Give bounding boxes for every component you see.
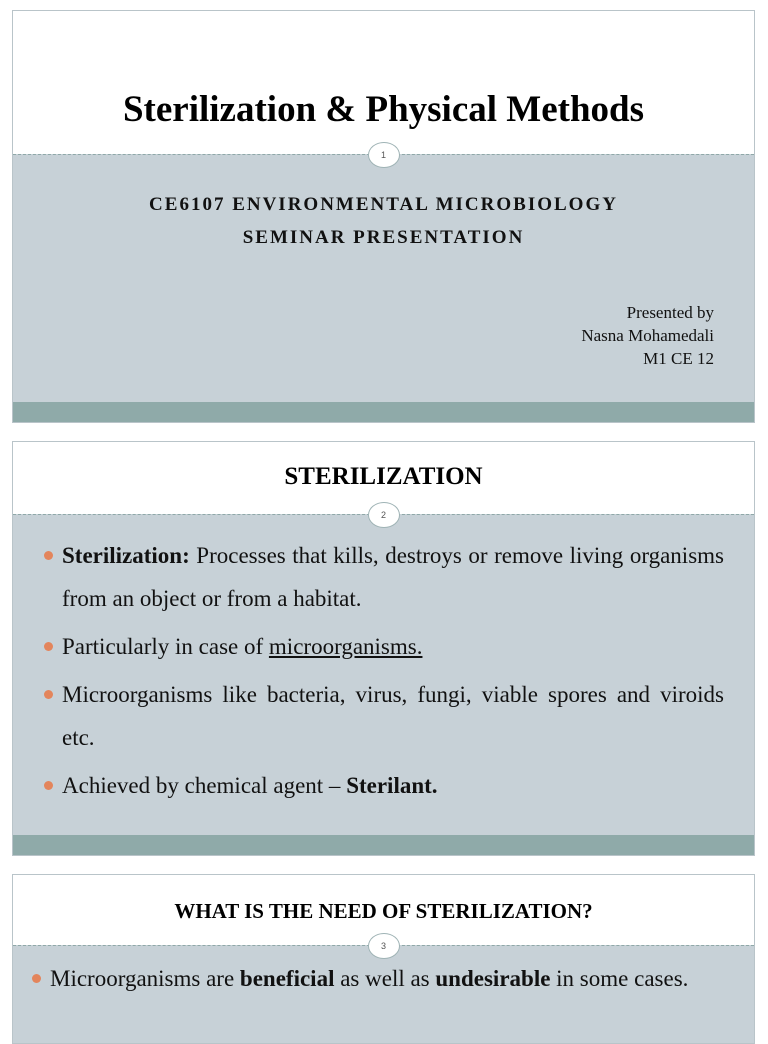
bullet-item [23, 963, 734, 994]
bullet-term: Sterilization: [62, 543, 190, 568]
bullet-item [35, 625, 724, 668]
bullet-text: Microorganisms like bacteria, virus, fungi, viable spores and viroids etc. [62, 682, 724, 750]
course-subtitle-line1: CE6107 ENVIRONMENTAL MICROBIOLOGY [149, 194, 618, 215]
bullet-text: Particularly in case of [62, 634, 269, 659]
bullet-dot-icon [44, 551, 53, 560]
bullet-text: Achieved by chemical agent – [62, 773, 347, 798]
bullet-item [35, 673, 724, 759]
slide-1-footer-band [13, 402, 754, 422]
slide-number-badge: 2 [368, 502, 400, 528]
bullet-term: Sterilant. [346, 773, 438, 798]
slide-2-footer-band [13, 835, 754, 855]
slide-2-bullet-list [35, 534, 724, 812]
bullet-item [35, 764, 724, 807]
bullet-text: Microorganisms are [50, 966, 240, 991]
slide-1 [12, 10, 755, 423]
microorganisms-link[interactable]: microorganisms. [268, 634, 423, 659]
slide-1-header [13, 11, 754, 154]
slide-2-title: STERILIZATION [284, 463, 483, 490]
bullet-text: as well as [334, 966, 436, 991]
presenter-class: M1 CE 12 [643, 349, 714, 368]
slide-3 [12, 874, 755, 1044]
slide-3-title: WHAT IS THE NEED OF STERILIZATION? [174, 899, 593, 923]
slide-number-badge: 3 [368, 933, 400, 959]
course-subtitle-line2: SEMINAR PRESENTATION [242, 227, 525, 248]
bullet-item [35, 534, 724, 620]
slide-number-badge: 1 [368, 142, 400, 168]
bullet-dot-icon [32, 974, 41, 983]
slide-3-bullet-list [23, 963, 734, 999]
presenter-block [581, 301, 714, 370]
presenter-name: Nasna Mohamedali [581, 326, 714, 345]
bullet-text: Processes that kills, destroys or remove living organisms from an object or from a habitat. [62, 543, 724, 611]
slide-2 [12, 441, 755, 856]
bullet-dot-icon [44, 642, 53, 651]
presented-by-label: Presented by [626, 303, 714, 322]
bullet-term-beneficial: beneficial [239, 966, 335, 991]
bullet-dot-icon [44, 781, 53, 790]
bullet-term-undesirable: undesirable [435, 966, 551, 991]
bullet-text: in some cases. [550, 966, 689, 991]
slide-1-title: Sterilization & Physical Methods [122, 89, 645, 130]
bullet-dot-icon [44, 690, 53, 699]
